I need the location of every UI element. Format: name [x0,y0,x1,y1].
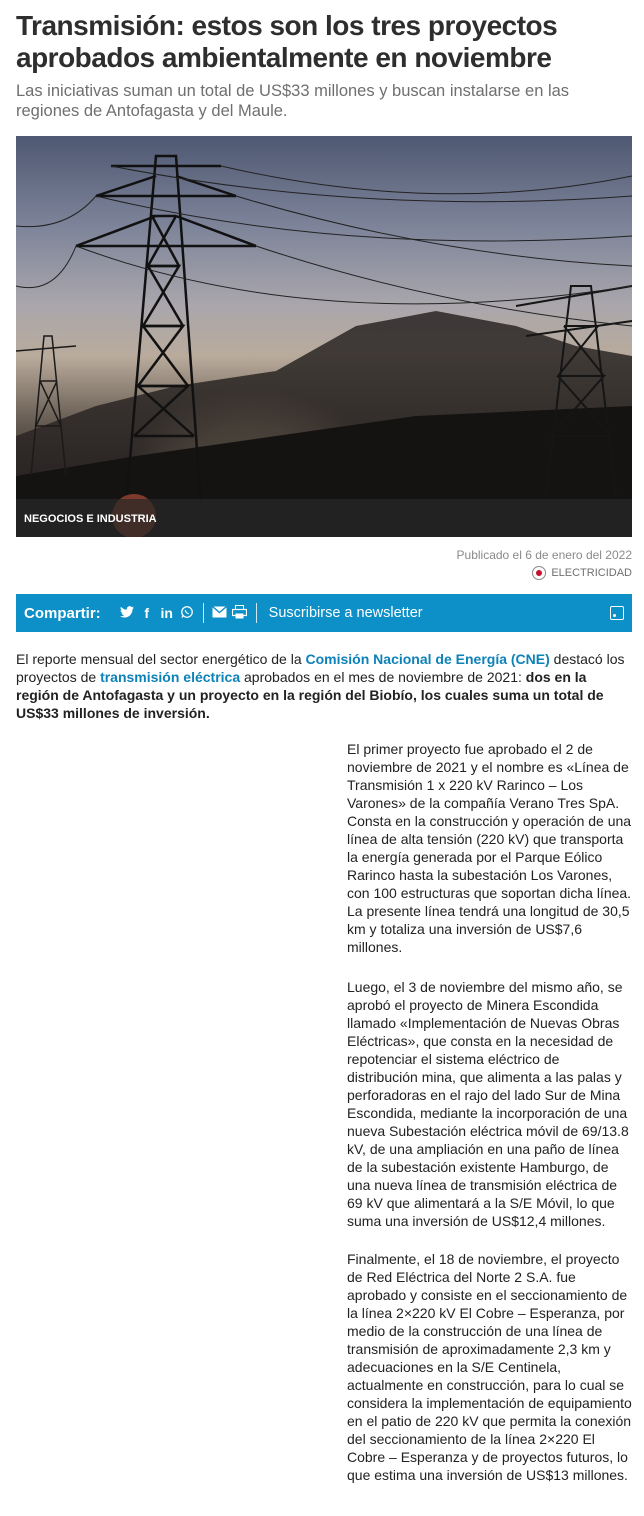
article-subtitle: Las iniciativas suman un total de US$33 millones y buscan instalarse en las regiones de Antofagasta y del Maule. [16,82,570,120]
record-icon [532,566,546,580]
body-paragraph: Finalmente, el 18 de noviembre, el proyecto de Red Eléctrica del Norte 2 S.A. fue aprobado y consiste en el seccionamiento de la línea 2×220 kV El Cobre – Esperanza, por medio de la construcción de una línea de transmisión de aproximadamente 2,3 km y adecuaciones en la S/E Centinela, actualmente en construcción, para lo cual se considera la implementación de equipamiento en el patio de 220 kV que permita la conexión del seccionamiento de la línea 2×220 El Cobre – Esperanza y de proyectos futuros, lo que estima una inversión de US$13 millones. [347,1251,632,1483]
hero-image[interactable] [16,136,632,537]
transmision-electrica-link[interactable]: transmisión eléctrica [100,669,241,685]
facebook-icon[interactable]: f [144,605,149,621]
intro-highlight: dos en la región de Antofagasta y un proyecto en la región del Biobío, los cuales suma un total de US$33 millones de inversión. [16,669,604,721]
whatsapp-icon[interactable] [177,605,197,622]
divider [256,603,257,623]
category-label: ELECTRICIDAD [551,567,632,579]
image-category-label[interactable]: NEGOCIOS E INDUSTRIA [16,499,632,537]
body-paragraph: Luego, el 3 de noviembre del mismo año, se aprobó el proyecto de Minera Escondida llamado «Implementación de Nuevas Obras Eléctricas», que consta en la necesidad de repotenciar el sistema eléctrico de distribución mina, que alimenta a las palas y perforadoras en el rajo del lado Sur de Mina Escondida, mediante la incorporación de una nueva Subestación eléctrica móvil de 69/13.8 kV, de una ampliación en una paño de línea de la subestación existente Hamburgo, de una nueva línea de transmisión eléctrica de 69 kV que alimentará a la S/E Móvil, lo que suma una inversión de US$12,4 millones. [347,979,629,1229]
published-date: Publicado el 6 de enero del 2022 [456,548,632,562]
article-intro: El reporte mensual del sector energético de la Comisión Nacional de Energía (CNE) destacó los proyectos de transmisión eléctrica aprobados en el mes de noviembre de 2021: dos en la región de Antofagasta y un proyecto en la región del Biobío, los cuales suma un total de US$33 millones de inversión. [16,651,625,721]
linkedin-icon[interactable]: in [160,605,173,621]
rss-icon[interactable] [610,606,624,620]
share-label: Compartir: [24,604,101,622]
cne-link[interactable]: Comisión Nacional de Energía (CNE) [305,651,550,667]
mail-icon[interactable] [210,605,230,621]
transmission-towers-illustration [16,136,632,537]
twitter-icon[interactable] [117,605,137,621]
article-title: Transmisión: estos son los tres proyectos aprobados ambientalmente en noviembre [16,10,558,73]
divider [203,603,204,623]
share-bar [16,594,632,632]
print-icon[interactable] [230,605,250,622]
newsletter-link[interactable]: Suscribirse a newsletter [268,605,423,621]
body-paragraph: El primer proyecto fue aprobado el 2 de noviembre de 2021 y el nombre es «Línea de Transmisión 1 x 220 kV Rarinco – Los Varones» de la compañía Verano Tres SpA. Consta en la construcción y operación de una línea de alta tensión (220 kV) que transporta la energía generada por el Parque Eólico Rarinco hasta la subestación Los Varones, con 100 estructuras que soportan dicha línea. La presente línea tendrá una longitud de 30,5 km y totaliza una inversión de US$7,6 millones. [347,741,632,955]
category-tag[interactable] [532,566,632,580]
